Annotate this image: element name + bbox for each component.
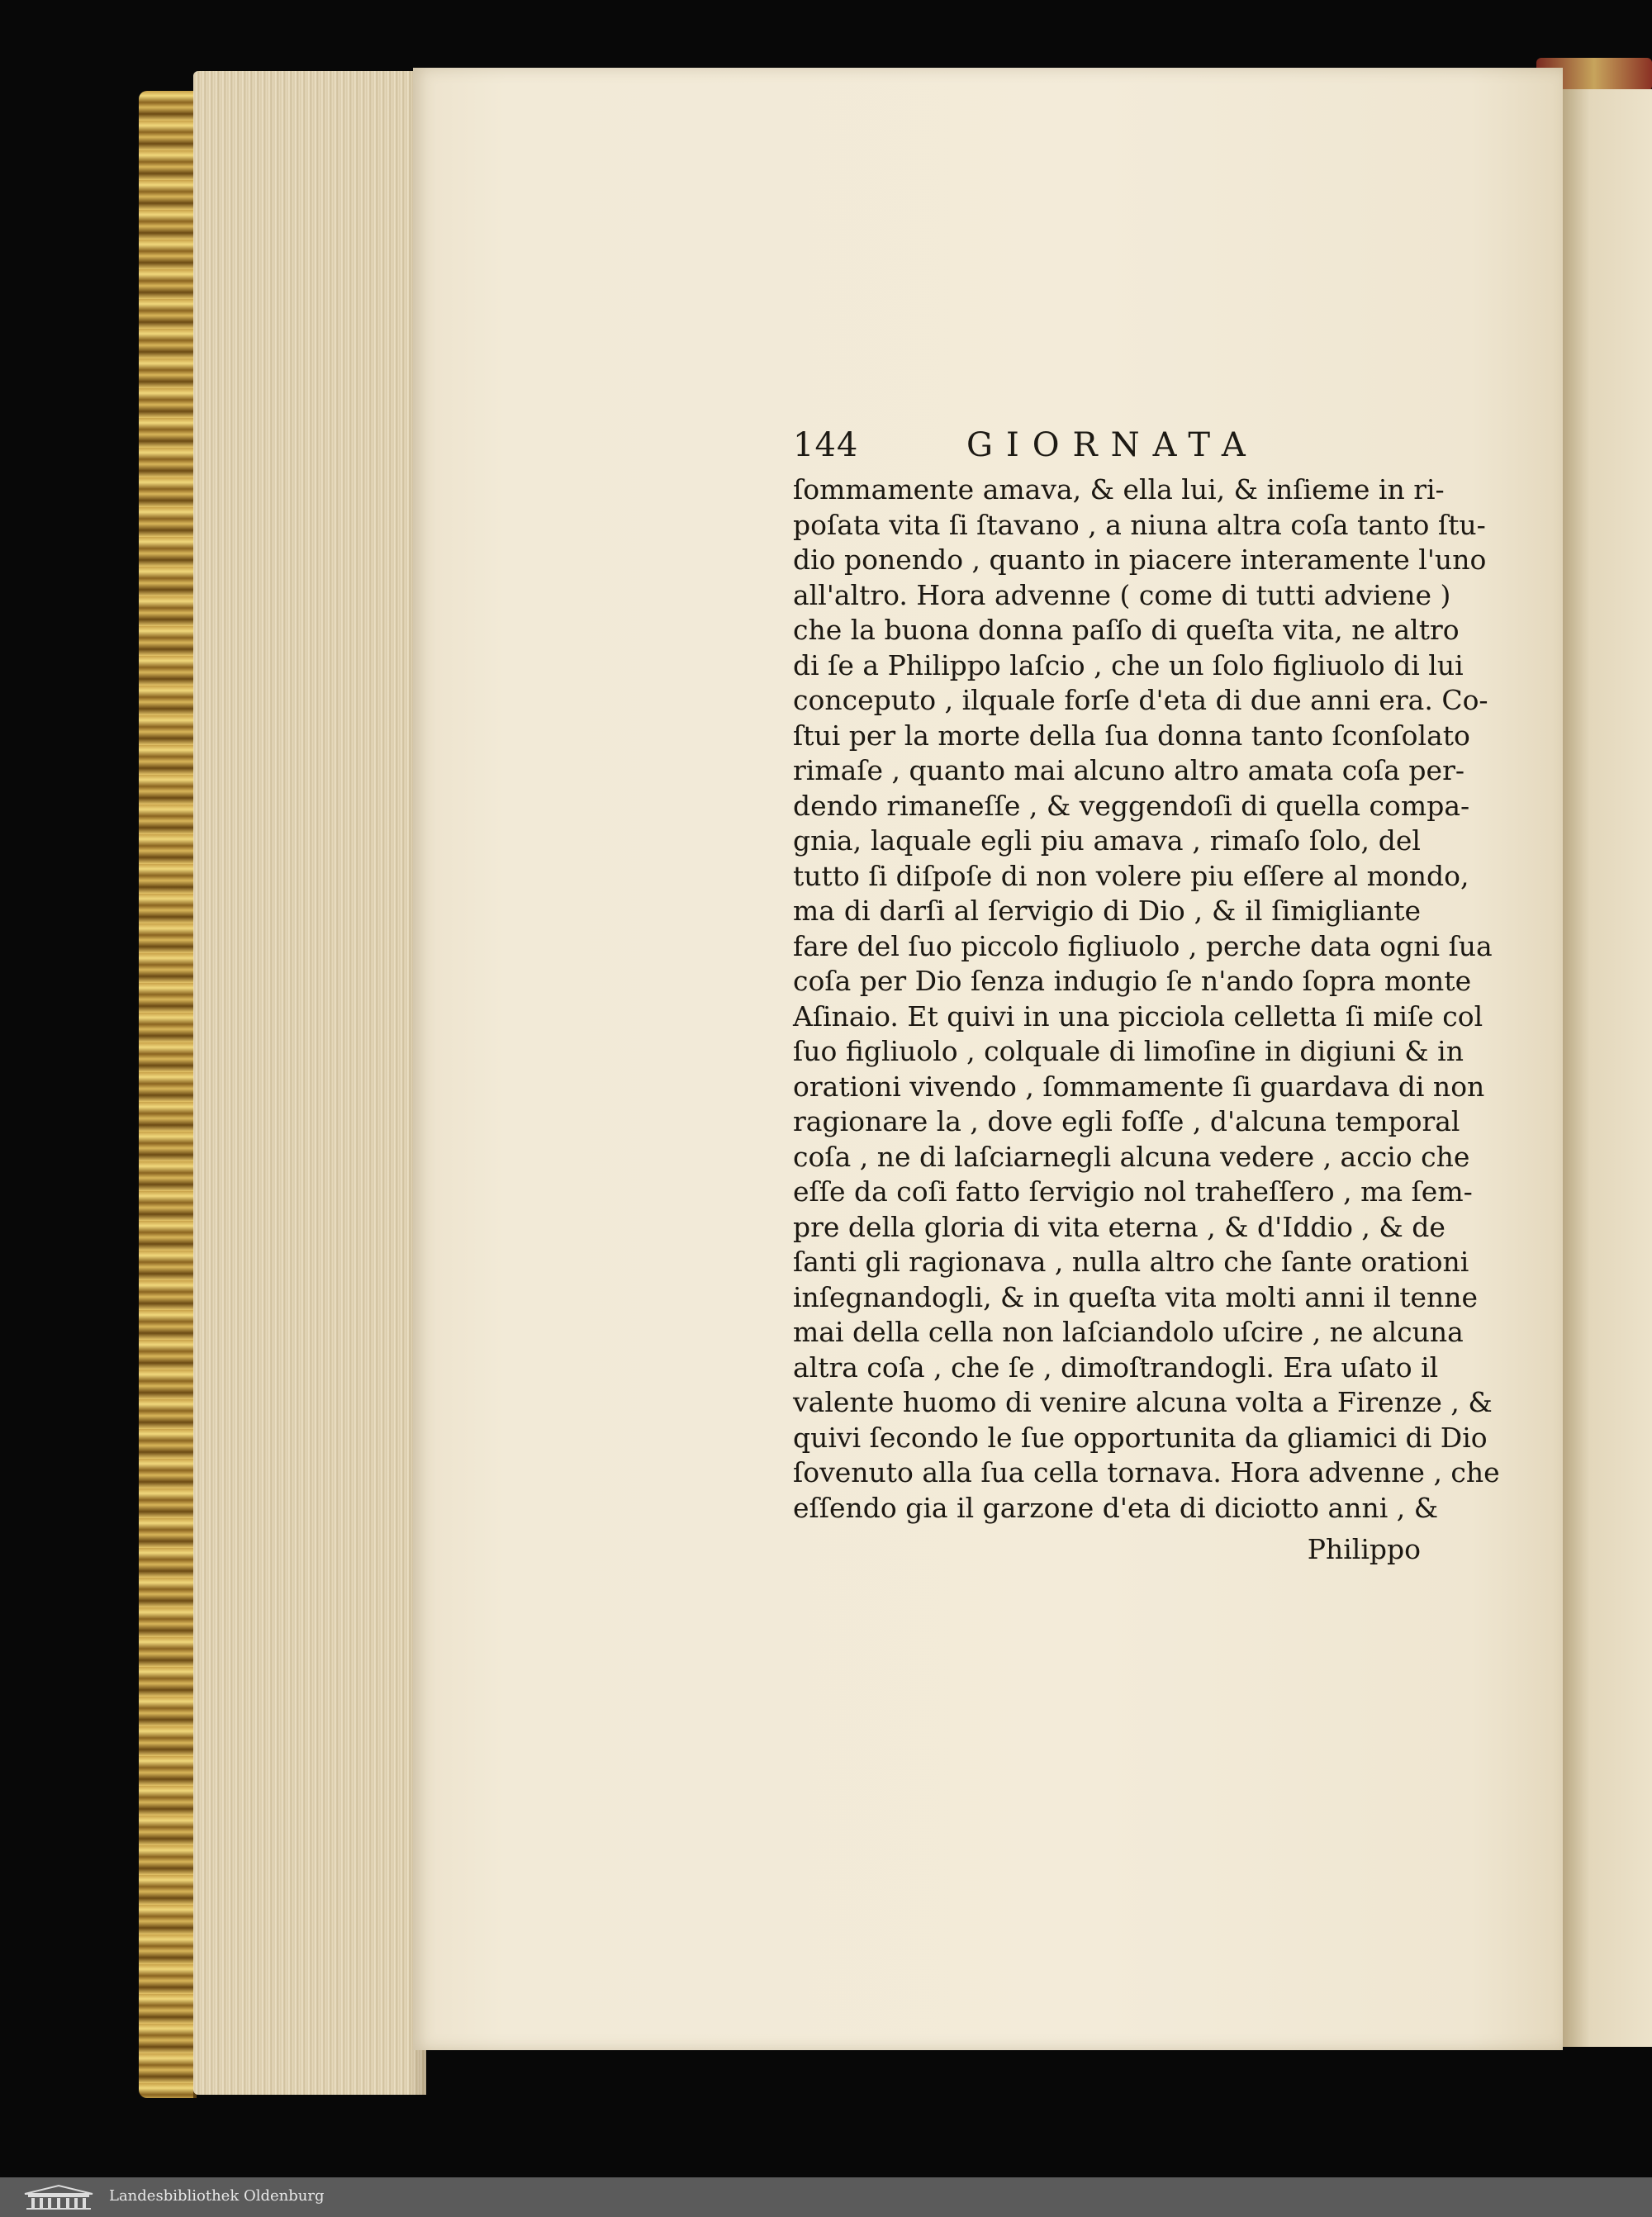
library-building-icon — [21, 2184, 96, 2210]
text-line: Aſinaio. Et quivi in una picciola celletta ſi miſe col — [793, 999, 1483, 1033]
text-line: orationi vivendo , ſommamente ſi guardava di non — [793, 1070, 1485, 1103]
text-line: di ſe a Philippo laſcio , che un ſolo figliuolo di lui — [793, 648, 1464, 681]
page-number: 144 — [793, 426, 859, 464]
text-line: ſtui per la morte della ſua donna tanto ſconſolato — [793, 719, 1470, 752]
gilt-spine-edge — [139, 91, 197, 2098]
running-head: GIORNATA — [966, 426, 1259, 464]
footer-bar — [0, 2177, 1652, 2217]
text-line: quivi ſecondo le ſue opportunita da gliamici di Dio — [793, 1421, 1488, 1454]
text-line: pre della gloria di vita eterna , & d'Iddio , & de — [793, 1210, 1446, 1243]
text-line: gnia, laquale egli piu amava , rimaſo ſolo, del — [793, 824, 1421, 857]
text-line: fare del ſuo piccolo figliuolo , perche data ogni ſua — [793, 929, 1493, 962]
page-block-edge — [193, 71, 426, 2095]
text-line: mai della cella non laſciandolo uſcire , ne alcuna — [793, 1316, 1464, 1348]
text-line: ſommamente amava, & ella lui, & inſieme in ri- — [793, 473, 1445, 506]
catchword: Philippo — [1307, 1533, 1421, 1565]
text-line: poſata vita ſi ſtavano , a niuna altra coſa tanto ſtu- — [793, 508, 1486, 541]
text-line: dio ponendo , quanto in piacere interamente l'uno — [793, 544, 1487, 576]
text-line: inſegnandogli, & in queſta vita molti anni il tenne — [793, 1280, 1479, 1313]
text-line: ma di darſi al ſervigio di Dio , & il ſimigliante — [793, 895, 1421, 927]
text-line: coſa per Dio ſenza indugio ſe n'ando ſopra monte — [793, 965, 1472, 997]
text-line: coſa , ne di laſciarnegli alcuna vedere , accio che — [793, 1140, 1470, 1173]
text-line: conceputo , ilquale forſe d'eta di due anni era. Co- — [793, 684, 1488, 716]
text-line: eſſendo gia il garzone d'eta di diciotto anni , & — [793, 1491, 1439, 1524]
text-line: valente huomo di venire alcuna volta a Firenze , & — [793, 1386, 1493, 1418]
text-line: ragionare la , dove egli foſſe , d'alcuna temporal — [793, 1105, 1460, 1137]
text-line: ſuo figliuolo , colquale di limoſine in digiuni & in — [793, 1035, 1464, 1067]
page-header — [793, 426, 1421, 476]
text-line: che la buona donna paſſo di queſta vita, ne altro — [793, 614, 1460, 646]
text-line: eſſe da coſi fatto ſervigio nol traheſſero , ma ſem- — [793, 1175, 1473, 1208]
body-text — [793, 472, 1500, 1526]
text-line: all'altro. Hora advenne ( come di tutti adviene ) — [793, 578, 1451, 611]
text-line: ſanti gli ragionava , nulla altro che ſante orationi — [793, 1246, 1469, 1278]
text-line: altra coſa , che ſe , dimoſtrandogli. Era uſato il — [793, 1351, 1439, 1384]
text-line: ſovenuto alla ſua cella tornava. Hora advenne , che — [793, 1456, 1500, 1488]
text-line: dendo rimaneſſe , & veggendoſi di quella compa- — [793, 789, 1470, 822]
library-name: Landesbibliothek Oldenburg — [109, 2187, 325, 2205]
text-line: rimaſe , quanto mai alcuno altro amata coſa per- — [793, 754, 1465, 786]
text-line: tutto ſi diſpoſe di non volere piu eſſere al mondo, — [793, 859, 1469, 892]
facing-page-edge — [1563, 89, 1652, 2047]
